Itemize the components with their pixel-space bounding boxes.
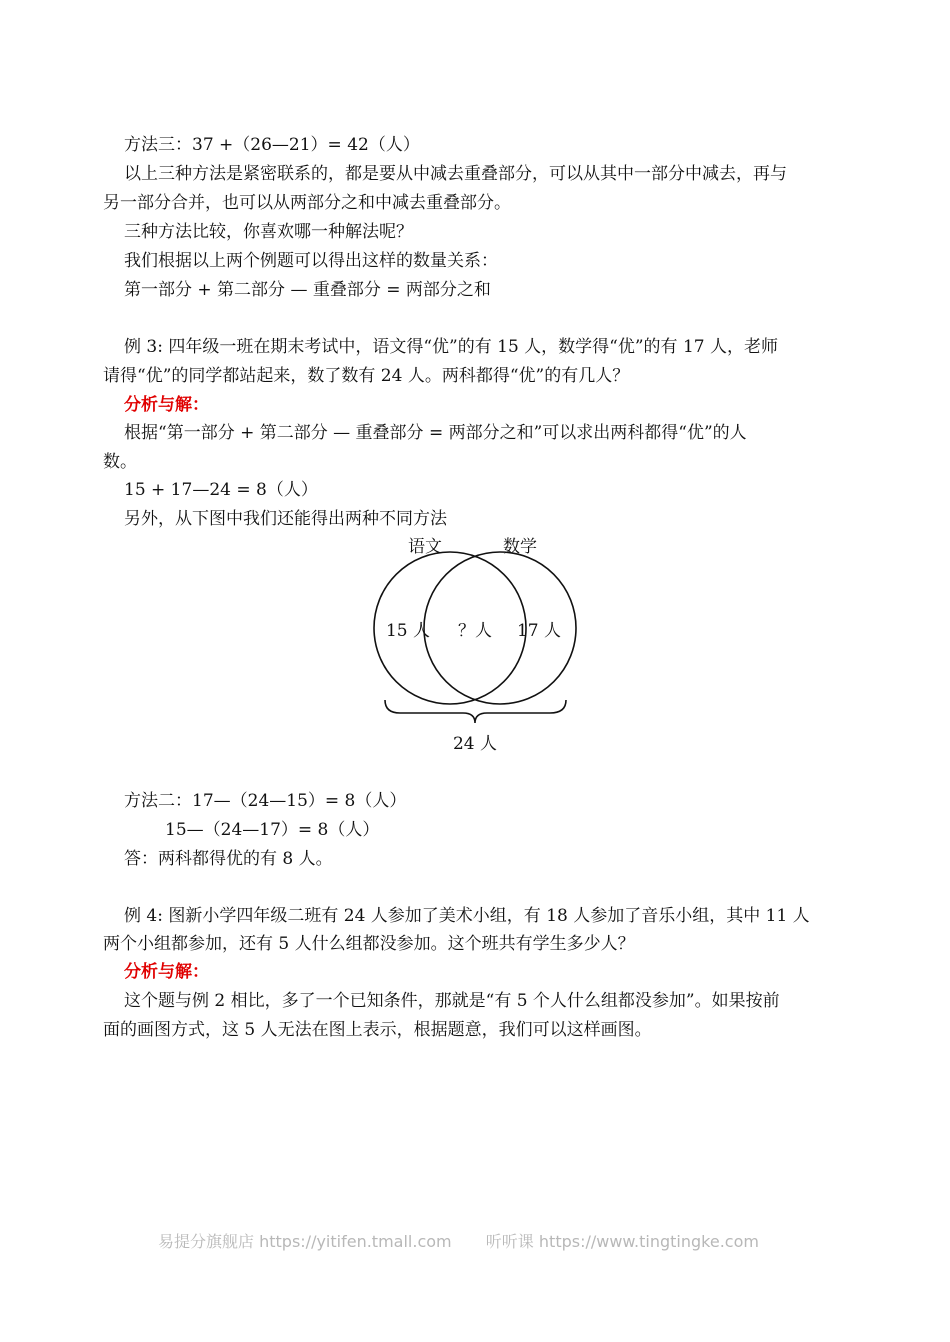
method-two-line: 15—（24—17）= 8（人）: [165, 820, 380, 840]
venn-left-value: 15 人: [385, 621, 431, 641]
analysis-heading: 分析与解：: [124, 395, 209, 415]
venn-brace: [385, 700, 566, 723]
footer-link[interactable]: https://yitifen.tmall.com: [259, 1232, 452, 1251]
paragraph-line: 三种方法比较，你喜欢哪一种解法呢？: [124, 222, 413, 242]
footer: [158, 1230, 759, 1254]
calculation-line: 15 + 17—24 = 8（人）: [124, 480, 318, 500]
formula-line: 第一部分 + 第二部分 — 重叠部分 = 两部分之和: [124, 280, 491, 300]
venn-left-title: 语文: [408, 537, 442, 557]
venn-diagram: [340, 530, 610, 760]
footer-shop-name: 听听课: [485, 1232, 534, 1251]
example-three-line: 例 3: 四年级一班在期末考试中，语文得“优”的有 15 人，数学得“优”的有 17 人，老师: [124, 337, 778, 357]
venn-total: 24 人: [452, 734, 498, 754]
example-four-line: 两个小组都参加，还有 5 人什么组都没参加。这个班共有学生多少人？: [103, 934, 635, 954]
paragraph-line: 另一部分合并，也可以从两部分之和中减去重叠部分。: [103, 193, 511, 213]
analysis-heading: 分析与解：: [124, 962, 209, 982]
analysis-line: 根据“第一部分 + 第二部分 — 重叠部分 = 两部分之和”可以求出两科都得“优”的人: [124, 423, 747, 443]
venn-overlap-value: ？人: [458, 621, 492, 641]
venn-right-title: 数学: [503, 537, 537, 557]
method-three-line: 方法三：37 +（26—21）= 42（人）: [124, 135, 420, 155]
example-three-line: 请得“优”的同学都站起来，数了数有 24 人。两科都得“优”的有几人？: [103, 366, 630, 386]
venn-right-value: 17 人: [516, 621, 562, 641]
method-two-line: 方法二：17—（24—15）= 8（人）: [124, 791, 407, 811]
analysis-line: 面的画图方式，这 5 人无法在图上表示，根据题意，我们可以这样画图。: [103, 1020, 652, 1040]
footer-link[interactable]: https://www.tingtingke.com: [538, 1232, 759, 1251]
paragraph-line: 以上三种方法是紧密联系的，都是要从中减去重叠部分，可以从其中一部分中减去，再与: [124, 164, 787, 184]
paragraph-line: 另外，从下图中我们还能得出两种不同方法: [124, 509, 447, 529]
footer-shop-name: 易提分旗舰店: [158, 1232, 255, 1251]
analysis-line: 这个题与例 2 相比，多了一个已知条件，那就是“有 5 个人什么组都没参加”。如果按前: [124, 991, 780, 1011]
answer-line: 答：两科都得优的有 8 人。: [124, 849, 333, 869]
paragraph-line: 我们根据以上两个例题可以得出这样的数量关系：: [124, 251, 498, 271]
analysis-line: 数。: [103, 452, 137, 472]
example-four-line: 例 4: 图新小学四年级二班有 24 人参加了美术小组，有 18 人参加了音乐小组，其中 11 人: [124, 906, 810, 926]
